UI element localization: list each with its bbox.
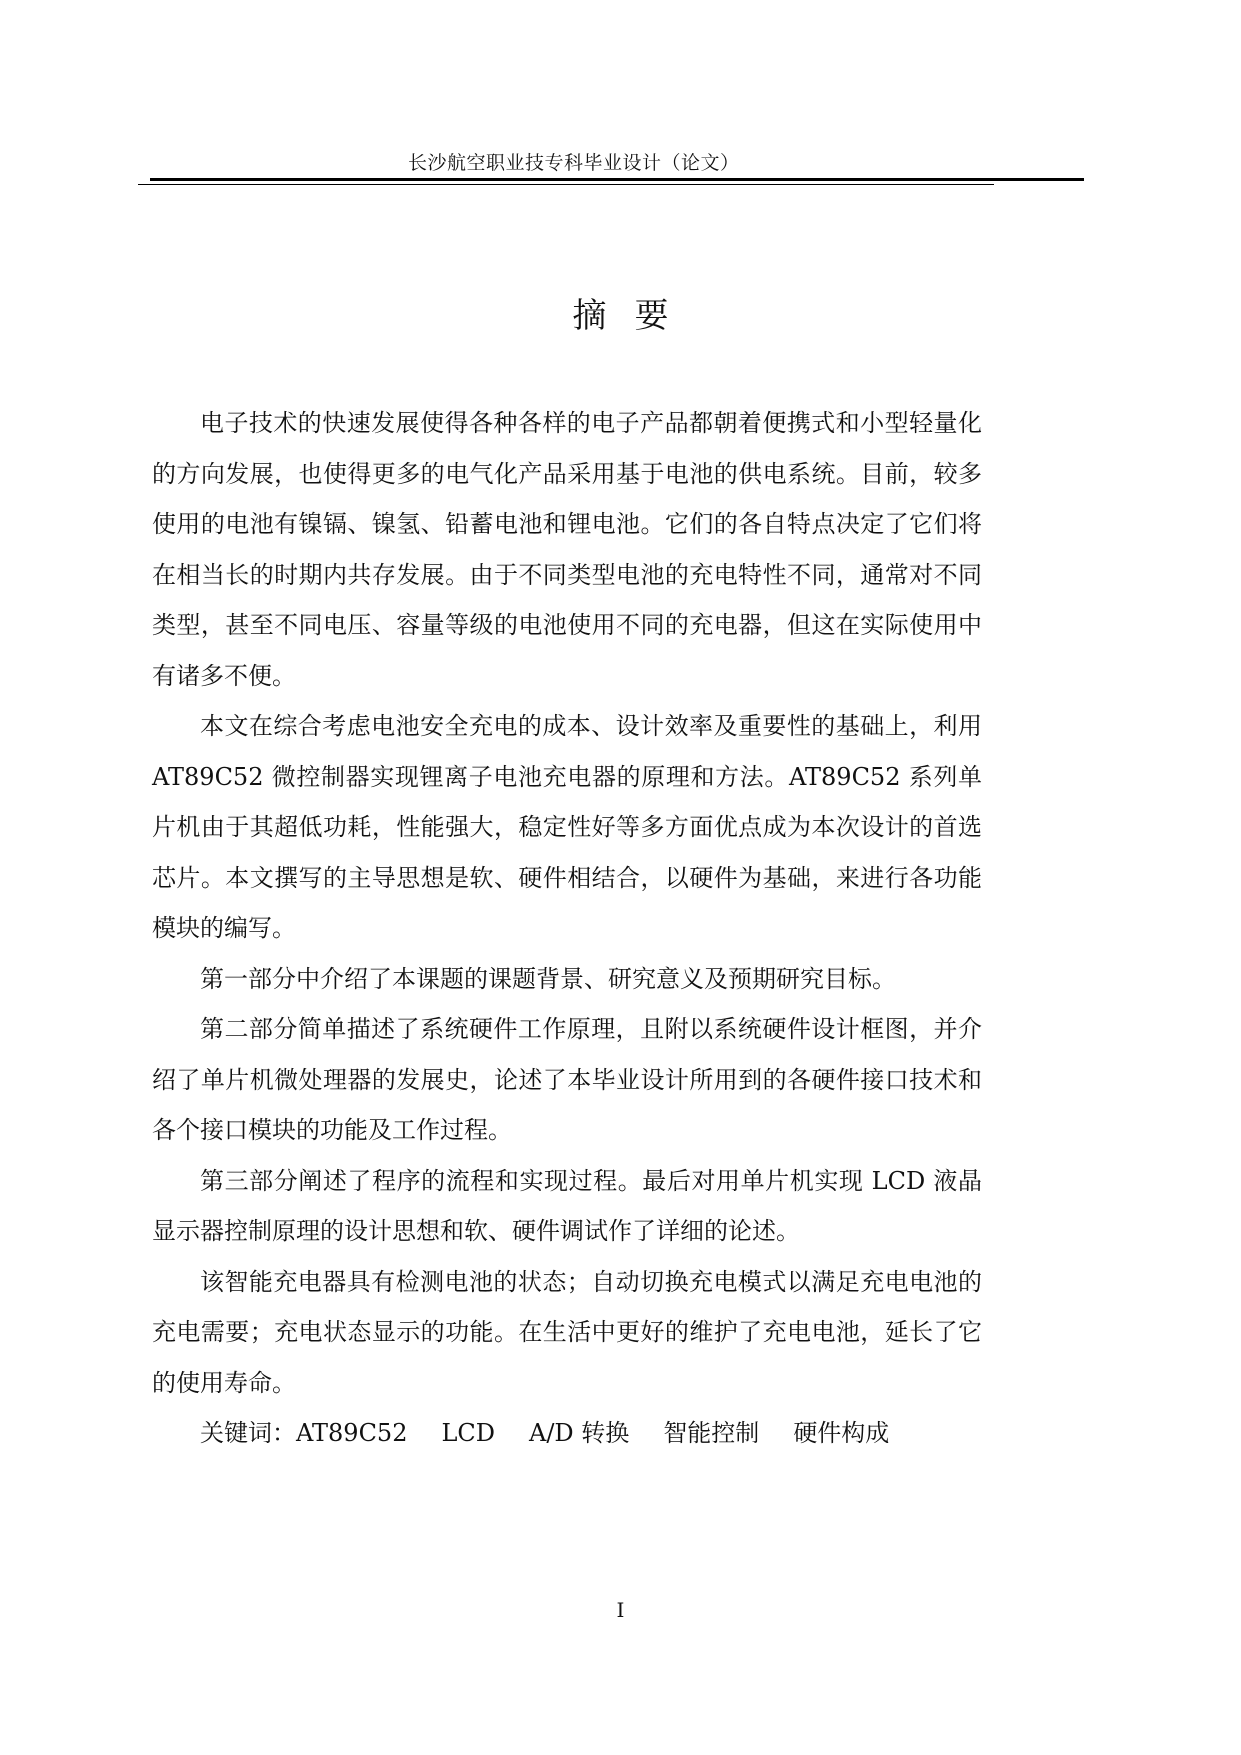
keyword: A/D 转换 bbox=[529, 1419, 630, 1447]
header-rule-thick bbox=[150, 178, 1084, 181]
page-number: I bbox=[616, 1598, 625, 1622]
keyword: LCD bbox=[441, 1419, 496, 1447]
header-rule-thin bbox=[138, 184, 994, 185]
paragraph: 该智能充电器具有检测电池的状态；自动切换充电模式以满足充电电池的充电需要；充电状态显示的功能。在生活中更好的维护了充电电池，延长了它的使用寿命。 bbox=[152, 1267, 982, 1397]
keyword: 智能控制 bbox=[663, 1419, 760, 1447]
page-header bbox=[0, 148, 1241, 184]
paragraph: 本文在综合考虑电池安全充电的成本、设计效率及重要性的基础上，利用 AT89C52 微控制器实现锂离子电池充电器的原理和方法。AT89C52 系列单片机由于其超低功耗，性能强大，稳定性好等多方面优点成为本次设计的首选芯片。本文撰写的主导思想是软、硬件相结合，以硬件为基础，来进行各功能模块的编写。 bbox=[152, 712, 982, 942]
paragraph: 第三部分阐述了程序的流程和实现过程。最后对用单片机实现 LCD 液晶显示器控制原理的设计思想和软、硬件调试作了详细的论述。 bbox=[152, 1166, 982, 1245]
keywords-line bbox=[152, 1408, 982, 1459]
keyword: 硬件构成 bbox=[793, 1419, 890, 1447]
paragraph: 第二部分简单描述了系统硬件工作原理，且附以系统硬件设计框图，并介绍了单片机微处理器的发展史，论述了本毕业设计所用到的各硬件接口技术和各个接口模块的功能及工作过程。 bbox=[152, 1015, 982, 1144]
keywords-label: 关键词： bbox=[200, 1419, 296, 1447]
header-title: 长沙航空职业技专科毕业设计（论文） bbox=[408, 152, 740, 174]
abstract-title: 摘要 bbox=[572, 296, 697, 336]
keyword: AT89C52 bbox=[296, 1419, 408, 1447]
abstract-body bbox=[152, 398, 982, 1459]
paragraph: 第一部分中介绍了本课题的课题背景、研究意义及预期研究目标。 bbox=[200, 964, 896, 993]
paragraph: 电子技术的快速发展使得各种各样的电子产品都朝着便携式和小型轻量化的方向发展，也使得更多的电气化产品采用基于电池的供电系统。目前，较多使用的电池有镍镉、镍氢、铅蓄电池和锂电池。它们的各自特点决定了它们将在相当长的时期内共存发展。由于不同类型电池的充电特性不同，通常对不同类型，甚至不同电压、容量等级的电池使用不同的充电器，但这在实际使用中有诸多不便。 bbox=[152, 409, 982, 690]
